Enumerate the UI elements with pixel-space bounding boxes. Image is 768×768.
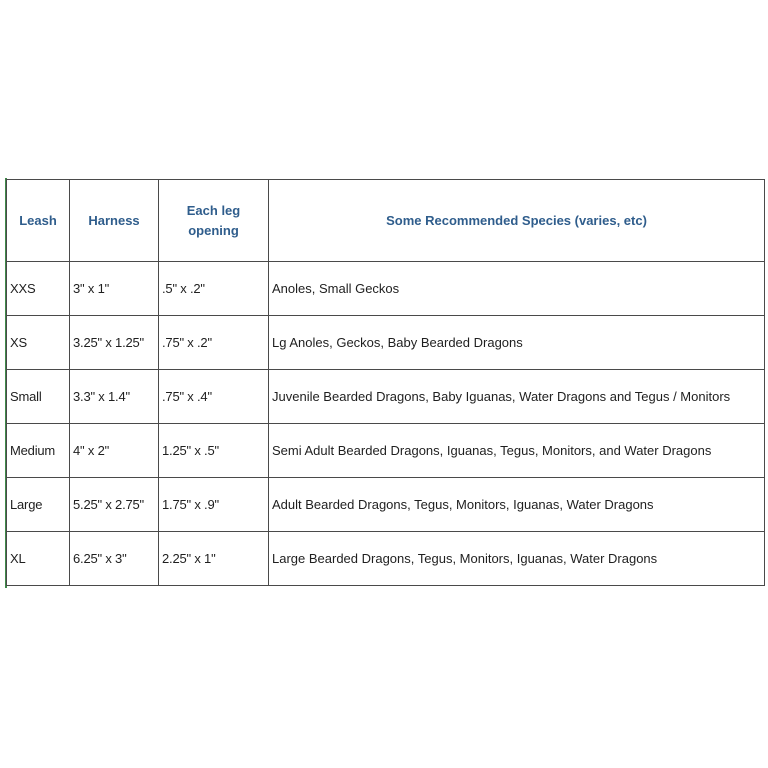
header-row (7, 180, 765, 262)
table-row (7, 532, 765, 586)
header-harness: Harness (70, 180, 159, 262)
cell-leg-opening: 2.25" x 1" (159, 532, 269, 586)
cell-leg-opening: .5" x .2" (159, 262, 269, 316)
cell-leash: XXS (7, 262, 70, 316)
header-species: Some Recommended Species (varies, etc) (269, 180, 765, 262)
cell-species: Adult Bearded Dragons, Tegus, Monitors, Iguanas, Water Dragons (269, 478, 765, 532)
cell-leg-opening: .75" x .4" (159, 370, 269, 424)
cell-leg-opening: 1.25" x .5" (159, 424, 269, 478)
cell-species: Juvenile Bearded Dragons, Baby Iguanas, Water Dragons and Tegus / Monitors (269, 370, 765, 424)
cell-harness: 6.25" x 3" (70, 532, 159, 586)
header-leg-opening: Each leg opening (159, 180, 269, 262)
cell-leash: Large (7, 478, 70, 532)
cell-leash: Medium (7, 424, 70, 478)
cell-leg-opening: 1.75" x .9" (159, 478, 269, 532)
cell-leash: Small (7, 370, 70, 424)
cell-leash: XL (7, 532, 70, 586)
cell-harness: 4" x 2" (70, 424, 159, 478)
table-row (7, 370, 765, 424)
cell-harness: 5.25" x 2.75" (70, 478, 159, 532)
cell-harness: 3.25" x 1.25" (70, 316, 159, 370)
cell-leash: XS (7, 316, 70, 370)
table-row (7, 424, 765, 478)
cell-leg-opening: .75" x .2" (159, 316, 269, 370)
cell-species: Lg Anoles, Geckos, Baby Bearded Dragons (269, 316, 765, 370)
cell-species: Large Bearded Dragons, Tegus, Monitors, Iguanas, Water Dragons (269, 532, 765, 586)
cell-harness: 3.3" x 1.4" (70, 370, 159, 424)
cell-harness: 3" x 1" (70, 262, 159, 316)
size-chart-table (6, 179, 765, 586)
table-row (7, 262, 765, 316)
cell-species: Semi Adult Bearded Dragons, Iguanas, Tegus, Monitors, and Water Dragons (269, 424, 765, 478)
cell-species: Anoles, Small Geckos (269, 262, 765, 316)
table-row (7, 316, 765, 370)
header-leash: Leash (7, 180, 70, 262)
table-row (7, 478, 765, 532)
